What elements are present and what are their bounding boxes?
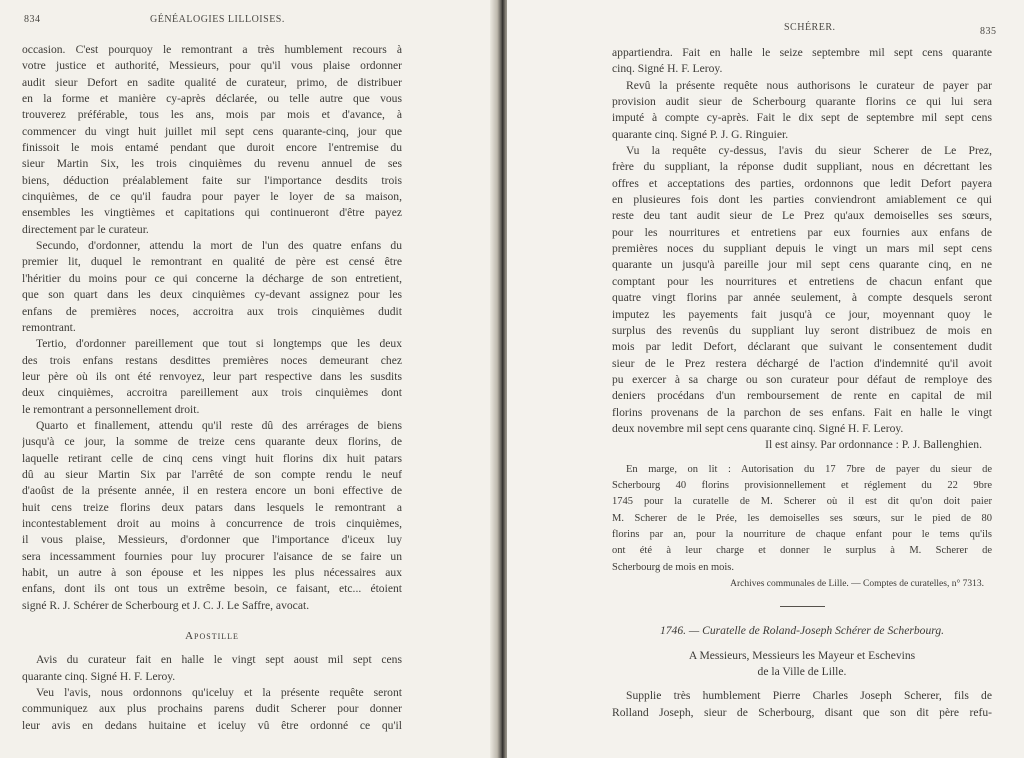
text-line: le remontrant a personnellement droit. bbox=[22, 402, 200, 416]
marge-line: Scherbourg 40 florins provisionnellement et réglement du 22 9bre bbox=[612, 479, 992, 491]
text-line: d'aoûst de la présente année, il en restera encore un boni effective de bbox=[22, 484, 402, 498]
text-line: que son quart dans les deux cinquièmes cy-devant assignez pour les bbox=[22, 288, 402, 302]
right-body bbox=[612, 45, 992, 721]
right-page-number: 835 bbox=[980, 26, 997, 37]
text-line: sieur Martin Six, les trois cinquièmes du revenu annuel de ses bbox=[22, 157, 402, 171]
right-page bbox=[507, 0, 1024, 758]
right-running-title: SCHÉRER. bbox=[784, 22, 836, 33]
section-heading: 1746. — Curatelle de Roland-Joseph Schérer de Scherbourg. bbox=[659, 624, 945, 638]
text-line: Avis du curateur fait en halle le vingt sept aoust mil sept cens bbox=[36, 653, 402, 667]
text-line: Rolland Joseph, sieur de Scherbourg, disant que son dit père refu- bbox=[612, 705, 992, 719]
text-line: audit sieur Defort en sadite qualité de curateur, primo, de distribuer bbox=[22, 75, 402, 89]
apostille-heading: Apostille bbox=[185, 630, 239, 643]
text-line: huit cens treize florins deux patars dans lesquels le remontrant a bbox=[22, 500, 402, 514]
marge-line: florins par an, pour la nourriture de chaque enfant pour le tems qu'ils bbox=[612, 528, 992, 540]
source-citation: Archives communales de Lille. — Comptes de curatelles, n° 7313. bbox=[730, 579, 984, 589]
left-page bbox=[0, 0, 497, 758]
text-line: comptant pour les nourritures et entretiens de chacun enfant que bbox=[612, 274, 992, 288]
text-line: votre justice et authorité, Messieurs, pour qu'il vous plaise ordonner bbox=[22, 59, 402, 73]
text-line: cinq. Signé H. F. Leroy. bbox=[612, 62, 723, 76]
text-line: biens, déduction préalablement faite sur l'importance desdits trois bbox=[22, 173, 402, 187]
marge-line: 1745 pour la curatelle de M. Scherer où il est dit qu'on doit paier bbox=[612, 496, 992, 508]
text-line: enfans, dont ils ont tous un extrême besoin, ce faisant, etc... étoient bbox=[22, 582, 402, 596]
address-line-2: de la Ville de Lille. bbox=[757, 665, 847, 679]
text-line: leur père où ils ont été renvoyez, leur part respective dans les susdits bbox=[22, 369, 402, 383]
text-line: deux cinquièmes, accroitra pareillement aux trois cinquièmes dont bbox=[22, 386, 402, 400]
text-line: mois par ledit Defort, déclarant que suivant le consentement dudit bbox=[612, 340, 992, 354]
marge-line: En marge, on lit : Autorisation du 17 7bre de payer du sieur de bbox=[626, 463, 992, 475]
text-line: imputé à compte cy-après. Fait le dix sept de septembre mil sept cens bbox=[612, 111, 992, 125]
marge-line: M. Scherer de le Prée, les demoiselles ses sœurs, sur le pied de 80 bbox=[612, 512, 992, 524]
text-line: quarante cinq. Signé H. F. Leroy. bbox=[22, 669, 176, 683]
text-line: occasion. C'est pourquoy le remontrant a très humblement recours à bbox=[22, 43, 402, 56]
text-line: provision audit sieur de Scherbourg quarante florins ce qui lui sera bbox=[612, 95, 992, 109]
text-line: deniers procédans d'un remboursement de rente en capital de mil bbox=[612, 389, 992, 403]
text-line: surplus des revenûs du suppliant luy seront distribuez de mois en bbox=[612, 323, 992, 337]
text-line: Veu l'avis, nous ordonnons qu'iceluy et la présente requête seront bbox=[36, 686, 402, 700]
text-line: commencer du vingt huit juillet mil sept cens quarante-cinq, jour que bbox=[22, 124, 402, 138]
address-line-1: A Messieurs, Messieurs les Mayeur et Eschevins bbox=[688, 648, 916, 662]
left-body bbox=[22, 42, 402, 734]
text-line: Secundo, d'ordonner, attendu la mort de l'un des quatre enfans du bbox=[36, 239, 402, 253]
text-line: Supplie très humblement Pierre Charles Joseph Scherer, fils de bbox=[626, 689, 992, 703]
text-line: en plusieures fois dont les parties conviendront amiablement ce qui bbox=[612, 193, 992, 207]
text-line: laquelle retirant celle de cinq cens vingt huit florins dix huit patars bbox=[22, 451, 402, 465]
text-line: pour les nourritures et entretiens par eux fournies aux enfans de bbox=[612, 225, 992, 239]
text-line: dû au sieur Martin Six par l'arrêté de son compte rendu le neuf bbox=[22, 467, 402, 481]
text-line: Tertio, d'ordonner pareillement que tout si longtemps que les deux bbox=[36, 337, 402, 351]
text-line: Revû la présente requête nous authorisons le curateur de payer par bbox=[626, 78, 992, 92]
text-line: imputez les payements fait jusqu'à ce jour, moyennant quoy le bbox=[612, 307, 992, 321]
text-line: finissoit le mois entamé pendant que duroit encore l'entremise du bbox=[22, 141, 402, 155]
text-line: deux novembre mil sept cens quarante cinq. Signé H. F. Leroy. bbox=[612, 421, 904, 435]
text-line: l'héritier du moins pour ce qui concerne la décharge de son entretient, bbox=[22, 271, 402, 285]
text-line: cinquièmes, de ce qu'il faudra pour payer le loyer de sa maison, bbox=[22, 190, 402, 204]
text-line: leur avis en dedans huitaine et iceluy vû être ordonné ce qu'il bbox=[22, 718, 402, 732]
ordonnance-line: Il est ainsy. Par ordonnance : P. J. Ballenghien. bbox=[765, 438, 982, 452]
text-line: quarante un jusqu'à pareille jour mil sept cens quarante cinq, en ne bbox=[612, 258, 992, 272]
text-line: directement par le curateur. bbox=[22, 222, 149, 236]
text-line: ensembles les vingtièmes et capitations qui continueront d'être payez bbox=[22, 206, 402, 220]
text-line: signé R. J. Schérer de Scherbourg et J. C. J. Le Saffre, avocat. bbox=[22, 598, 310, 612]
text-line: premier lit, duquel le remontrant en qualité de père est censé être bbox=[22, 255, 402, 269]
text-line: sieur de le Prez restera déchargé de l'action d'indemnité qu'il avoit bbox=[612, 356, 992, 370]
text-line: appartiendra. Fait en halle le seize septembre mil sept cens quarante bbox=[612, 46, 992, 59]
text-line: quarante cinq. Signé P. J. G. Ringuier. bbox=[612, 127, 789, 141]
text-line: florins provenans de la parchon de ses enfans. Fait en halle le vingt bbox=[612, 405, 992, 419]
text-line: remontrant. bbox=[22, 320, 76, 334]
text-line: reste deu tant audit sieur de Le Prez qu'aux demoiselles ses sœurs, bbox=[612, 209, 992, 223]
text-line: habit, un autre à son épouse et les nippes les plus nécessaires aux bbox=[22, 566, 402, 579]
text-line: Vu la requête cy-dessus, l'avis du sieur Scherer de Le Prez, bbox=[626, 144, 992, 158]
text-line: des trois enfans restans desdittes premières noces demeurant chez bbox=[22, 353, 402, 367]
text-line: incontestablement droit au moins à concurrence de trois cinquièmes, bbox=[22, 516, 402, 530]
text-line: enfans de premières noces, accroitra aux trois cinquièmes dudit bbox=[22, 304, 402, 318]
text-line: trouverez préférable, tous les ans, mois par mois et d'avance, à bbox=[22, 108, 402, 122]
left-page-number: 834 bbox=[24, 14, 41, 25]
text-line: en la forme et manière cy-après déclarée, ou telle autre que vous bbox=[22, 92, 402, 106]
marge-line: ont été à leur charge et donner le surplus à M. Scherer de bbox=[612, 545, 992, 557]
text-line: quatre vingt florins par année seulement, à compte desquels seront bbox=[612, 291, 992, 305]
text-line: Quarto et finallement, attendu qu'il reste dû des arrérages de biens bbox=[36, 418, 402, 432]
text-line: communiquez aux plus prochains parens dudit Scherer pour donner bbox=[22, 702, 402, 716]
text-line: sera incessamment fournies pour luy procurer l'aisance de se faire un bbox=[22, 549, 402, 563]
text-line: premières noces du suppliant depuis le vingt un mars mil sept cens bbox=[612, 242, 992, 256]
section-divider bbox=[780, 606, 825, 607]
text-line: frère du suppliant, la réponse dudit suppliant, nous en décrettant les bbox=[612, 160, 992, 174]
left-running-title: GÉNÉALOGIES LILLOISES. bbox=[150, 14, 285, 25]
text-line: pu exercer à sa charge ou son curateur pour défaut de remploye des bbox=[612, 372, 992, 386]
text-line: il vous plaise, Messieurs, d'ordonner que l'importance d'iceux luy bbox=[22, 533, 402, 547]
text-line: offres et acceptations des parties, ordonnons que ledit Defort payera bbox=[612, 176, 992, 190]
marge-line: Scherbourg de mois en mois. bbox=[612, 561, 735, 573]
text-line: jusqu'à ce jour, la somme de treize cens quarante deux florins, de bbox=[22, 435, 402, 449]
